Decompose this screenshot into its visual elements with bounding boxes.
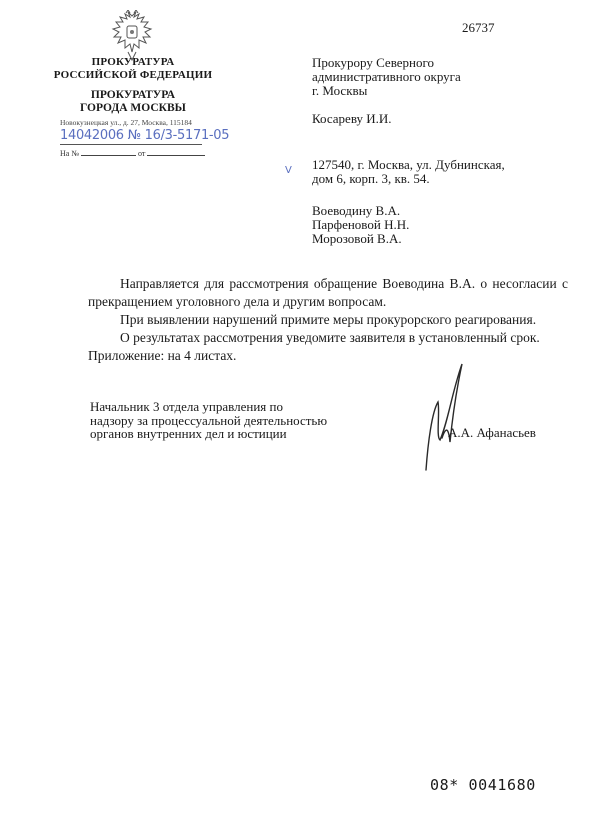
addressee-address-1: 127540, г. Москва, ул. Дубнинская, bbox=[312, 157, 505, 172]
signatory-name: А.А. Афанасьев bbox=[448, 425, 536, 440]
signatory-title-line-3: органов внутренних дел и юстиции bbox=[90, 426, 287, 441]
recipient-3: Морозовой В.А. bbox=[312, 231, 402, 246]
sender-organization-block bbox=[40, 56, 226, 115]
sender-line-3: ПРОКУРАТУРА bbox=[90, 89, 176, 101]
signatory-title-line-1: Начальник 3 отдела управления по bbox=[90, 399, 283, 414]
body-paragraph-3: О результатах рассмотрения уведомите заявителя в установленный срок. bbox=[120, 330, 540, 345]
registration-underline bbox=[60, 144, 202, 145]
sender-line-2: РОССИЙСКОЙ ФЕДЕРАЦИИ bbox=[53, 69, 213, 81]
coat-of-arms-emblem bbox=[108, 10, 156, 62]
sender-line-1: ПРОКУРАТУРА bbox=[91, 56, 175, 68]
document-number: 26737 bbox=[462, 20, 495, 35]
body-paragraph-2: При выявлении нарушений примите меры прокурорского реагирования. bbox=[120, 312, 537, 327]
addressee-address-2: дом 6, корп. 3, кв. 54. bbox=[312, 171, 430, 186]
letter-body bbox=[88, 275, 568, 365]
signatory-title-line-2: надзору за процессуальной деятельностью bbox=[90, 412, 328, 428]
sender-line-4: ГОРОДА МОСКВЫ bbox=[80, 102, 186, 114]
reference-na-label: На № bbox=[60, 149, 79, 158]
addressee-block bbox=[312, 56, 505, 246]
addressee-name: Косареву И.И. bbox=[312, 111, 392, 126]
addressee-line-1: Прокурору Северного bbox=[312, 55, 434, 70]
handwritten-check-mark: V bbox=[285, 165, 292, 176]
serial-number: 08* 0041680 bbox=[430, 776, 536, 794]
attachment-note: Приложение: на 4 листах. bbox=[88, 348, 237, 363]
registration-number: 14042006 № 16/3-5171-05 bbox=[60, 128, 230, 143]
recipient-2: Парфеновой Н.Н. bbox=[312, 217, 410, 232]
recipient-1: Воеводину В.А. bbox=[312, 203, 401, 218]
reference-line bbox=[60, 149, 205, 158]
addressee-line-3: г. Москвы bbox=[312, 83, 368, 98]
signatory-title bbox=[90, 400, 327, 441]
sender-address: Новокузнецкая ул., д. 27, Москва, 115184 bbox=[60, 118, 192, 127]
addressee-line-2: административного округа bbox=[312, 69, 461, 84]
reference-ot-label: от bbox=[137, 149, 146, 158]
handwritten-signature bbox=[418, 362, 468, 472]
body-paragraph-1: Направляется для рассмотрения обращение Воеводина В.А. о несогласии с прекращением уголовного дела и другим вопросам. bbox=[88, 276, 568, 309]
